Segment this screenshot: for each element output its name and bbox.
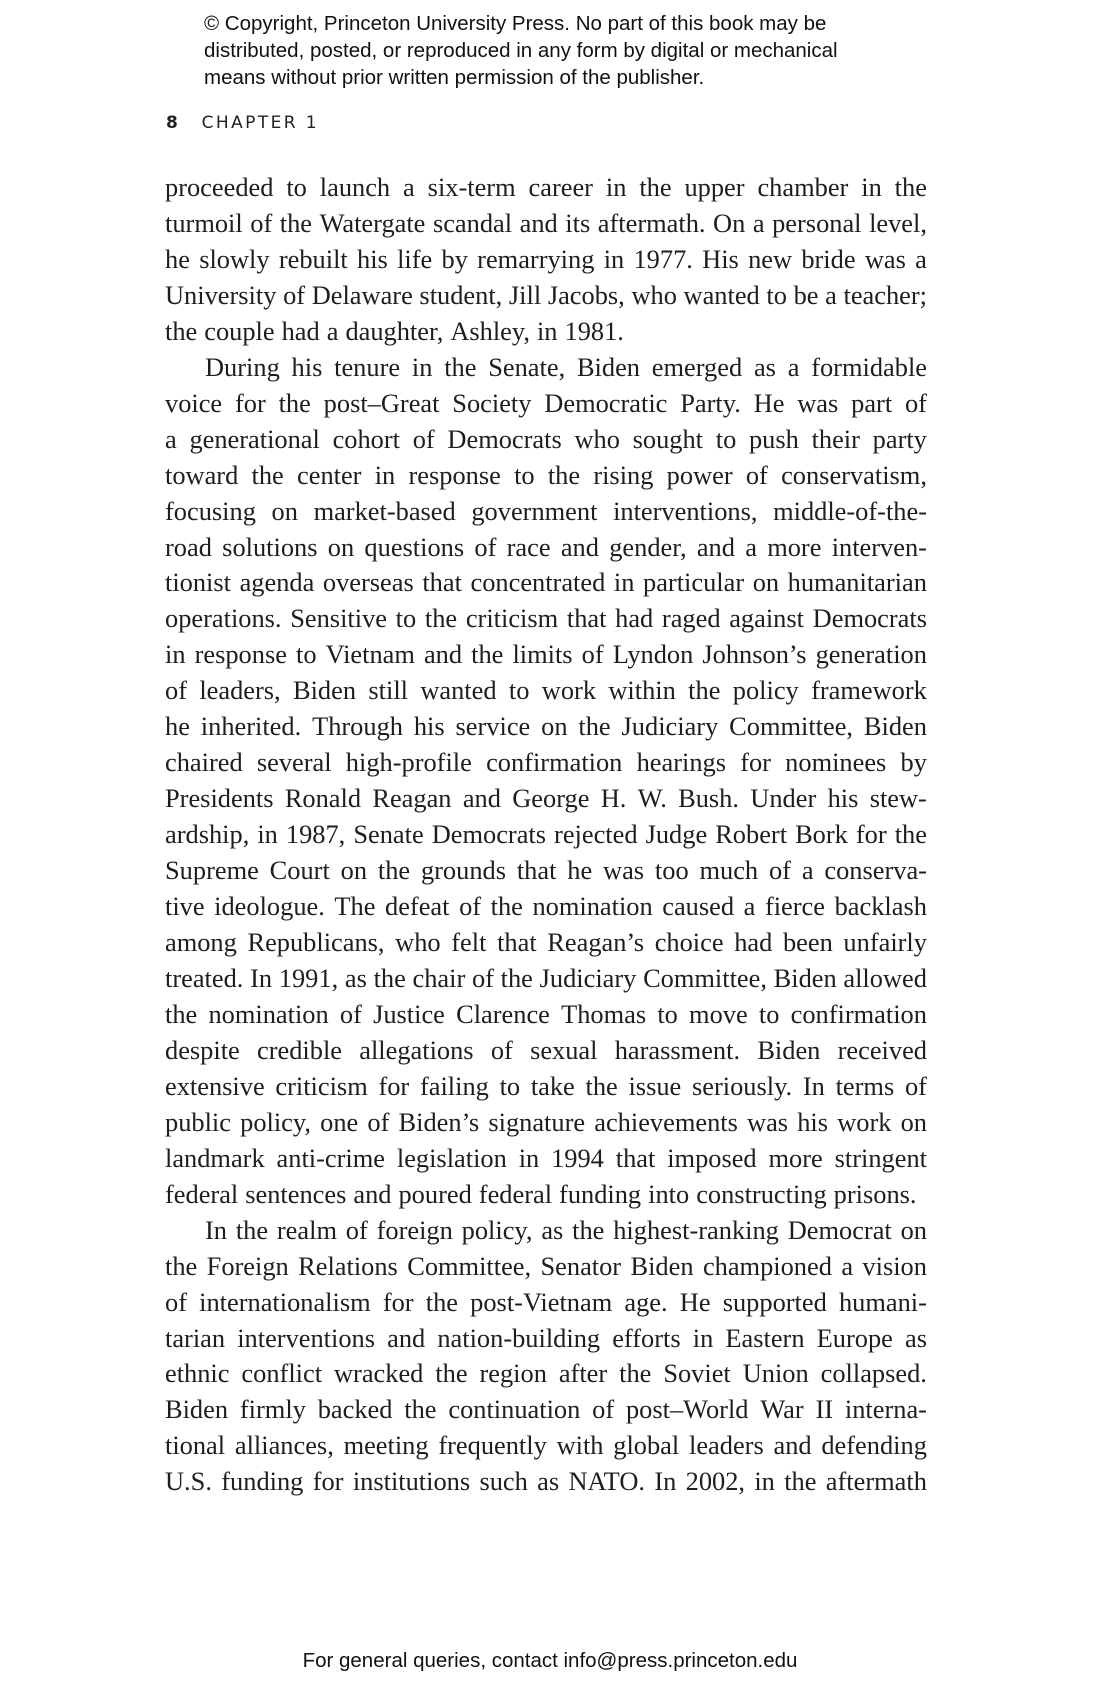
text-line: ardship, in 1987, Senate Democrats rejected Judge Robert Bork for the [165, 819, 927, 850]
text-line: proceeded to launch a six-term career in the upper chamber in the [165, 172, 927, 202]
copyright-line: means without prior written permission of the publisher. [204, 66, 705, 89]
text-line: of leaders, Biden still wanted to work within the policy framework [165, 675, 927, 706]
text-line: In the realm of foreign policy, as the highest-ranking Democrat on [205, 1214, 927, 1245]
text-line: chaired several high-profile confirmation hearings for nominees by [165, 747, 927, 778]
text-line: toward the center in response to the rising power of conservatism, [165, 459, 927, 490]
text-line: U.S. funding for institutions such as NATO. In 2002, in the aftermath [165, 1466, 927, 1497]
text-line: extensive criticism for failing to take the issue seriously. In terms of [165, 1070, 927, 1101]
text-line: ethnic conflict wracked the region after the Soviet Union collapsed. [165, 1358, 927, 1389]
text-line: the couple had a daughter, Ashley, in 1981. [165, 315, 624, 346]
text-line: operations. Sensitive to the criticism that had raged against Democrats [165, 603, 927, 634]
copyright-line: distributed, posted, or reproduced in any form by digital or mechanical [204, 39, 838, 62]
text-line: During his tenure in the Senate, Biden emerged as a formidable [205, 351, 927, 382]
text-line: public policy, one of Biden’s signature achievements was his work on [165, 1106, 927, 1137]
text-line: of internationalism for the post-Vietnam age. He supported humani- [165, 1286, 927, 1317]
running-head [166, 113, 319, 133]
text-line: voice for the post–Great Society Democratic Party. He was part of [165, 387, 927, 418]
text-line: he slowly rebuilt his life by remarrying in 1977. His new bride was a [165, 243, 927, 274]
text-line: tional alliances, meeting frequently with global leaders and defending [165, 1430, 927, 1461]
text-line: treated. In 1991, as the chair of the Judiciary Committee, Biden allowed [165, 962, 927, 993]
text-line: Presidents Ronald Reagan and George H. W. Bush. Under his stew- [165, 783, 927, 814]
text-line: the Foreign Relations Committee, Senator Biden championed a vision [165, 1250, 927, 1281]
text-line: focusing on market-based government interventions, middle-of-the- [165, 495, 927, 526]
text-line: landmark anti-crime legislation in 1994 that imposed more stringent [165, 1142, 927, 1173]
page-number: 8 [166, 113, 178, 133]
text-line: federal sentences and poured federal funding into constructing prisons. [165, 1178, 917, 1209]
copyright-line: © Copyright, Princeton University Press. No part of this book may be [204, 12, 827, 35]
text-line: the nomination of Justice Clarence Thomas to move to confirmation [165, 998, 927, 1029]
footer-contact: For general queries, contact info@press.princeton.edu [302, 1649, 798, 1672]
chapter-label: CHAPTER 1 [201, 113, 319, 133]
text-line: tionist agenda overseas that concentrated in particular on humanitarian [165, 567, 927, 598]
text-line: tive ideologue. The defeat of the nomination caused a fierce backlash [165, 891, 927, 922]
text-line: in response to Vietnam and the limits of Lyndon Johnson’s generation [165, 639, 927, 670]
body-text [165, 170, 927, 1500]
text-line: he inherited. Through his service on the Judiciary Committee, Biden [165, 711, 927, 742]
text-line: among Republicans, who felt that Reagan’s choice had been unfairly [165, 927, 927, 958]
copyright-notice [204, 10, 924, 91]
text-line: despite credible allegations of sexual harassment. Biden received [165, 1034, 927, 1065]
text-line: tarian interventions and nation-building efforts in Eastern Europe as [165, 1322, 927, 1353]
text-line: turmoil of the Watergate scandal and its aftermath. On a personal level, [165, 207, 927, 238]
text-line: road solutions on questions of race and gender, and a more interven- [165, 531, 927, 562]
text-line: Supreme Court on the grounds that he was too much of a conserva- [165, 855, 927, 886]
text-line: University of Delaware student, Jill Jacobs, who wanted to be a teacher; [165, 279, 927, 310]
text-line: a generational cohort of Democrats who sought to push their party [165, 423, 927, 454]
text-line: Biden firmly backed the continuation of post–World War II interna- [165, 1394, 927, 1425]
